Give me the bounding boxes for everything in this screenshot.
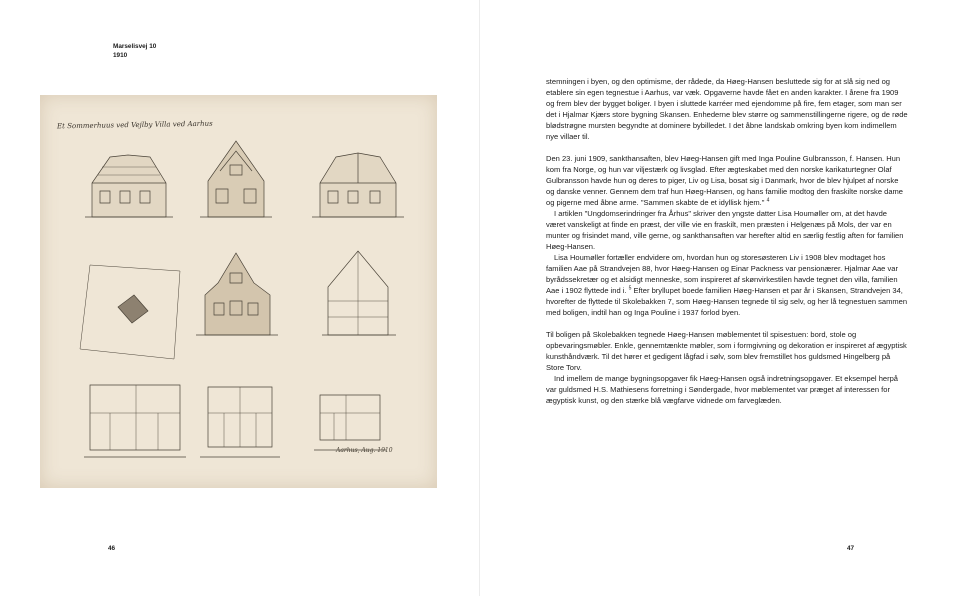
- page-number-left: 46: [108, 545, 116, 552]
- elevation-front-1: [85, 155, 173, 217]
- floor-plan-2: [200, 387, 280, 457]
- elevation-gable: [200, 141, 272, 217]
- paragraph-text: Lisa Houmøller fortæller endvidere om, hvordan hun og storesøsteren Liv i 1908 blev modtaget hos familien Aae på Strandvejen 88, hvor Høeg-Hansen og Einar Packness var pensionærer. Hjalmar Aae var byrådssekretær og et alsidigt menneske, som inspireret af skønvirkestilen havde tegnet den villa, familien Aae i 1902 flyttede ind i.: [546, 253, 898, 295]
- right-page: [480, 0, 960, 596]
- paragraph: [546, 153, 908, 208]
- paragraph: [546, 252, 908, 318]
- page-number-right: 47: [847, 545, 855, 552]
- footnote-marker: 5: [628, 285, 632, 292]
- footnote-marker: 4: [766, 197, 770, 204]
- elevation-front-2: [312, 153, 404, 217]
- paragraph: I artiklen "Ungdomserindringer fra Århus" skriver den yngste datter Lisa Houmøller om, at det havde været vanskeligt at finde en præst, der ville vie en fraskilt, men præsten i Helgenæs på Mols, der var en munter og frisindet mand, ville gerne, og sankthansaften var herefter altid en særlig festlig aften for familien Høeg-Hansen.: [546, 209, 904, 251]
- floor-plan-1: [84, 385, 186, 457]
- caption-address: Marselisvej 10: [113, 43, 157, 50]
- caption-year: 1910: [113, 52, 128, 59]
- drawing-title: Et Sommerhuus ved Vejlby Villa ved Aarhus: [56, 119, 213, 131]
- section-drawing: [322, 251, 396, 335]
- paragraph: Ind imellem de mange bygningsopgaver fik Høeg-Hansen også indretningsopgaver. Et eksempel herpå var guldsmed H.S. Mathiesens forretning i Søndergade, hvor møblementet var præget af interessen for ægyptisk kunst, og den stærke blå vægfarve vidnede om farveglæden.: [546, 374, 899, 405]
- floor-plan-3: [314, 395, 386, 450]
- image-caption: [113, 42, 156, 60]
- paragraph-text: Efter bryllupet boede familien Høeg-Hansen et par år i Skansen, Strandvejen 34, hvorefter de flyttede til Skolebakken 7, som Høeg-Hansen tegnede til sig selv, og her lå tegnestuen sammen med boligen, indtil han og Inga Pouline i 1937 forlod byen.: [546, 286, 908, 317]
- architectural-drawing: [40, 95, 437, 488]
- paragraph: stemningen i byen, og den optimisme, der rådede, da Høeg-Hansen besluttede sig for at slå sig ned og etablere sin egen tegnestue i Aarhus, var væk. Opgaverne havde fået en anden karakter. I årene fra 1909 og frem blev der bygget boliger. I byen i sluttede karréer med ejendomme på fire, fem etager, som man ser det i Hjalmar Kjærs store bygning Skansen. Enhederne blev større og sammenstillingerne rigere, og de røde blødstrøgne mursten begyndte at dominere bybilledet. I det åbne landskab omkring byen kom indimellem nye villaer til.: [546, 77, 908, 141]
- drawing-signature: Aarhus, Aug. 1910: [336, 447, 393, 454]
- paragraph-text: Den 23. juni 1909, sankthansaften, blev Høeg-Hansen gift med Inga Pouline Gulbransson, f. Hansen. Hun kom fra Norge, og hun var viljestærk og livsglad. Efter ægteskabet med den norske karikaturtegner Olaf Gulbransson havde hun og deres to piger, Liv og Lisa, bosat sig i Danmark, hvor de blev hjulpet af norske og danske venner. Gennem dem traf hun Høeg-Hansen, og hans familie modtog den fraskilte norske dame og pigerne med åbne arme. "Sammen skabte de et idyllisk hjem.": [546, 154, 903, 207]
- elevation-tower: [196, 253, 278, 335]
- body-text: [546, 76, 908, 406]
- site-plan: [80, 265, 180, 359]
- paragraph: Til boligen på Skolebakken tegnede Høeg-Hansen møblementet til spisestuen: bord, stole og opbevaringsmøbler. Enkle, gennemtænkte møbler, som i formgivning og dekoration er inspireret af ægyptisk kunsthåndværk. Til det hører et gedigent lågfad i sølv, som blev fremstillet hos guldsmed Hingelberg på Store Torv.: [546, 330, 907, 372]
- drawing-sketch: [40, 95, 437, 488]
